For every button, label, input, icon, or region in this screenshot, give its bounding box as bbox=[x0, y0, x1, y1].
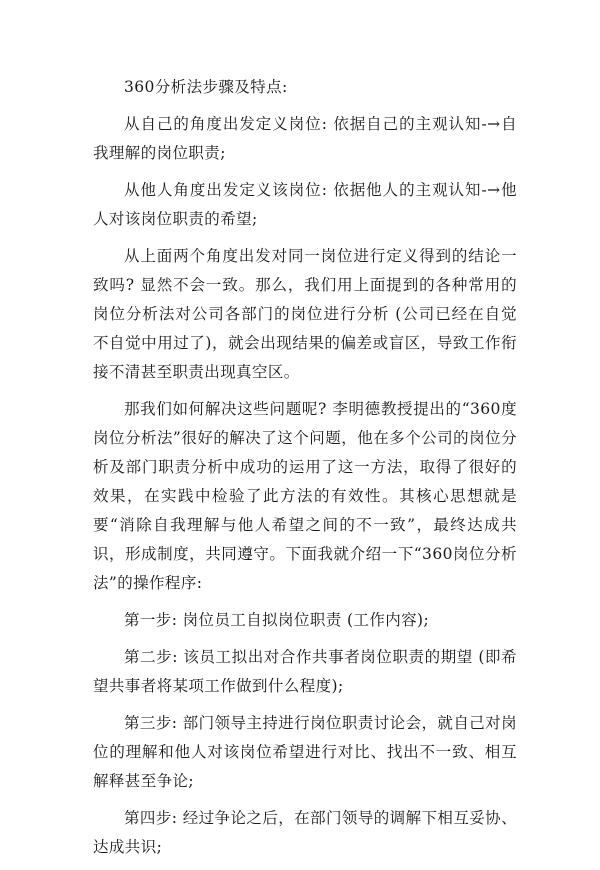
paragraph-step-two: 第二步: 该员工拟出对合作共事者岗位职责的期望 (即希望共事者将某项工作做到什么程度); bbox=[93, 648, 517, 695]
paragraph-step-one: 第一步: 岗位员工自拟岗位职责 (工作内容); bbox=[124, 611, 430, 629]
document-body bbox=[93, 73, 517, 870]
paragraph-others-definition: 从他人角度出发定义该岗位: 依据他人的主观认知-→他人对该岗位职责的希望; bbox=[93, 181, 517, 228]
paragraph-consistency-question: 从上面两个角度出发对同一岗位进行定义得到的结论一致吗? 显然不会一致。那么，我们用上面提到的各种常用的岗位分析法对公司各部门的岗位进行分析 (公司已经在自觉不自觉中用过了)，就会出现结果的偏差或盲区，导致工作衔接不清甚至职责出现真空区。 bbox=[93, 247, 517, 381]
paragraph-intro-title: 360分析法步骤及特点: bbox=[124, 78, 288, 96]
paragraph-step-three: 第三步: 部门领导主持进行岗位职责讨论会，就自己对岗位的理解和他人对该岗位希望进行对比、找出不一致、相互解释甚至争论; bbox=[93, 714, 517, 790]
paragraph-self-definition: 从自己的角度出发定义岗位: 依据自己的主观认知-→自我理解的岗位职责; bbox=[93, 115, 517, 162]
paragraph-method-introduction: 那我们如何解决这些问题呢? 李明德教授提出的“360度岗位分析法”很好的解决了这个问题，他在多个公司的岗位分析及部门职责分析中成功的运用了这一方法，取得了很好的效果，在实践中检验了此方法的有效性。其核心思想就是要“消除自我理解与他人希望之间的不一致”，最终达成共识，形成制度，共同遵守。下面我就介绍一下“360岗位分析法”的操作程序: bbox=[93, 400, 517, 592]
paragraph-step-four: 第四步: 经过争论之后，在部门领导的调解下相互妥协、达成共识; bbox=[93, 809, 517, 856]
